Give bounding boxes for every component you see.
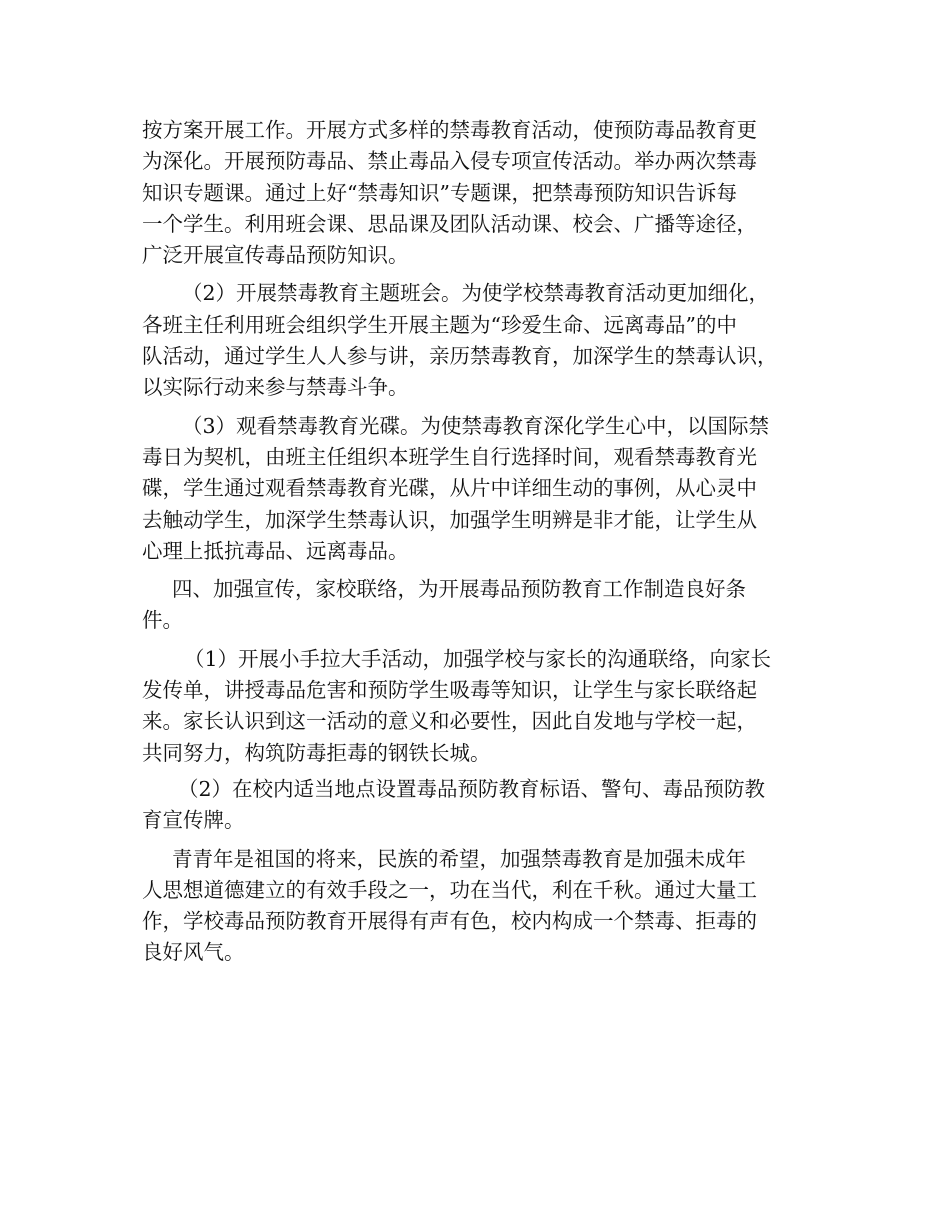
text-line: 毒日为契机，由班主任组织本班学生自行选择时间，观看禁毒教育光 (142, 444, 757, 469)
text-line: 发传单，讲授毒品危害和预防学生吸毒等知识，让学生与家长联络起 (142, 678, 757, 703)
paragraph-3 (142, 411, 812, 567)
text-line: 以实际行动来参与禁毒斗争。 (142, 375, 409, 400)
text-line: 共同努力，构筑防毒拒毒的钢铁长城。 (142, 740, 491, 765)
paragraph-7 (142, 844, 812, 969)
text-line: 碟，学生通过观看禁毒教育光碟，从片中详细生动的事例，从心灵中 (142, 476, 757, 501)
text-line: 一个学生。利用班会课、思品课及团队活动课、校会、广播等途径， (142, 211, 757, 236)
text-line: 各班主任利用班会组织学生开展主题为“珍爱生命、远离毒品”的中 (142, 312, 737, 337)
paragraph-1 (142, 115, 812, 271)
text-line: 人思想道德建立的有效手段之一，功在当代，利在千秋。通过大量工 (142, 877, 757, 902)
text-line: 青青年是祖国的将来，民族的希望，加强禁毒教育是加强未成年 (172, 846, 746, 871)
text-line: 按方案开展工作。开展方式多样的禁毒教育活动，使预防毒品教育更 (142, 118, 757, 142)
paragraph-gap (142, 271, 812, 278)
text-line: 良好风气。 (142, 940, 245, 965)
paragraph-gap (142, 404, 812, 411)
text-line: 为深化。开展预防毒品、禁止毒品入侵专项宣传活动。举办两次禁毒 (142, 149, 757, 174)
paragraph-gap (142, 837, 812, 844)
paragraph-gap (142, 567, 812, 574)
text-line: （2）在校内适当地点设置毒品预防教育标语、警句、毒品预防教 (178, 776, 766, 801)
paragraph-5 (142, 644, 812, 769)
text-line: （1）开展小手拉大手活动，加强学校与家长的沟通联络，向家长 (184, 646, 772, 671)
text-line: 件。 (142, 608, 183, 633)
text-line: 育宣传牌。 (142, 808, 245, 833)
paragraph-4 (142, 574, 812, 637)
text-line: （2）开展禁毒教育主题班会。为使学校禁毒教育活动更加细化， (182, 281, 770, 306)
text-line: 去触动学生，加深学生禁毒认识，加强学生明辨是非才能，让学生从 (142, 507, 757, 532)
text-line: 心理上抵抗毒品、远离毒品。 (142, 538, 409, 563)
text-line: 队活动，通过学生人人参与讲，亲历禁毒教育，加深学生的禁毒认识， (142, 344, 778, 369)
text-line: 广泛开展宣传毒品预防知识。 (142, 243, 409, 268)
text-line: 知识专题课。通过上好“禁毒知识”专题课，把禁毒预防知识告诉每 (142, 180, 737, 205)
text-line: 四、加强宣传，家校联络，为开展毒品预防教育工作制造良好条 (172, 577, 746, 602)
paragraph-gap (142, 637, 812, 644)
text-line: 来。家长认识到这一活动的意义和必要性，因此自发地与学校一起， (142, 709, 757, 734)
text-line: 作，学校毒品预防教育开展得有声有色，校内构成一个禁毒、拒毒的 (142, 909, 757, 934)
paragraph-6 (142, 774, 812, 837)
text-line: （3）观看禁毒教育光碟。为使禁毒教育深化学生心中，以国际禁 (182, 413, 770, 438)
document-body (142, 115, 812, 969)
paragraph-2 (142, 278, 812, 403)
